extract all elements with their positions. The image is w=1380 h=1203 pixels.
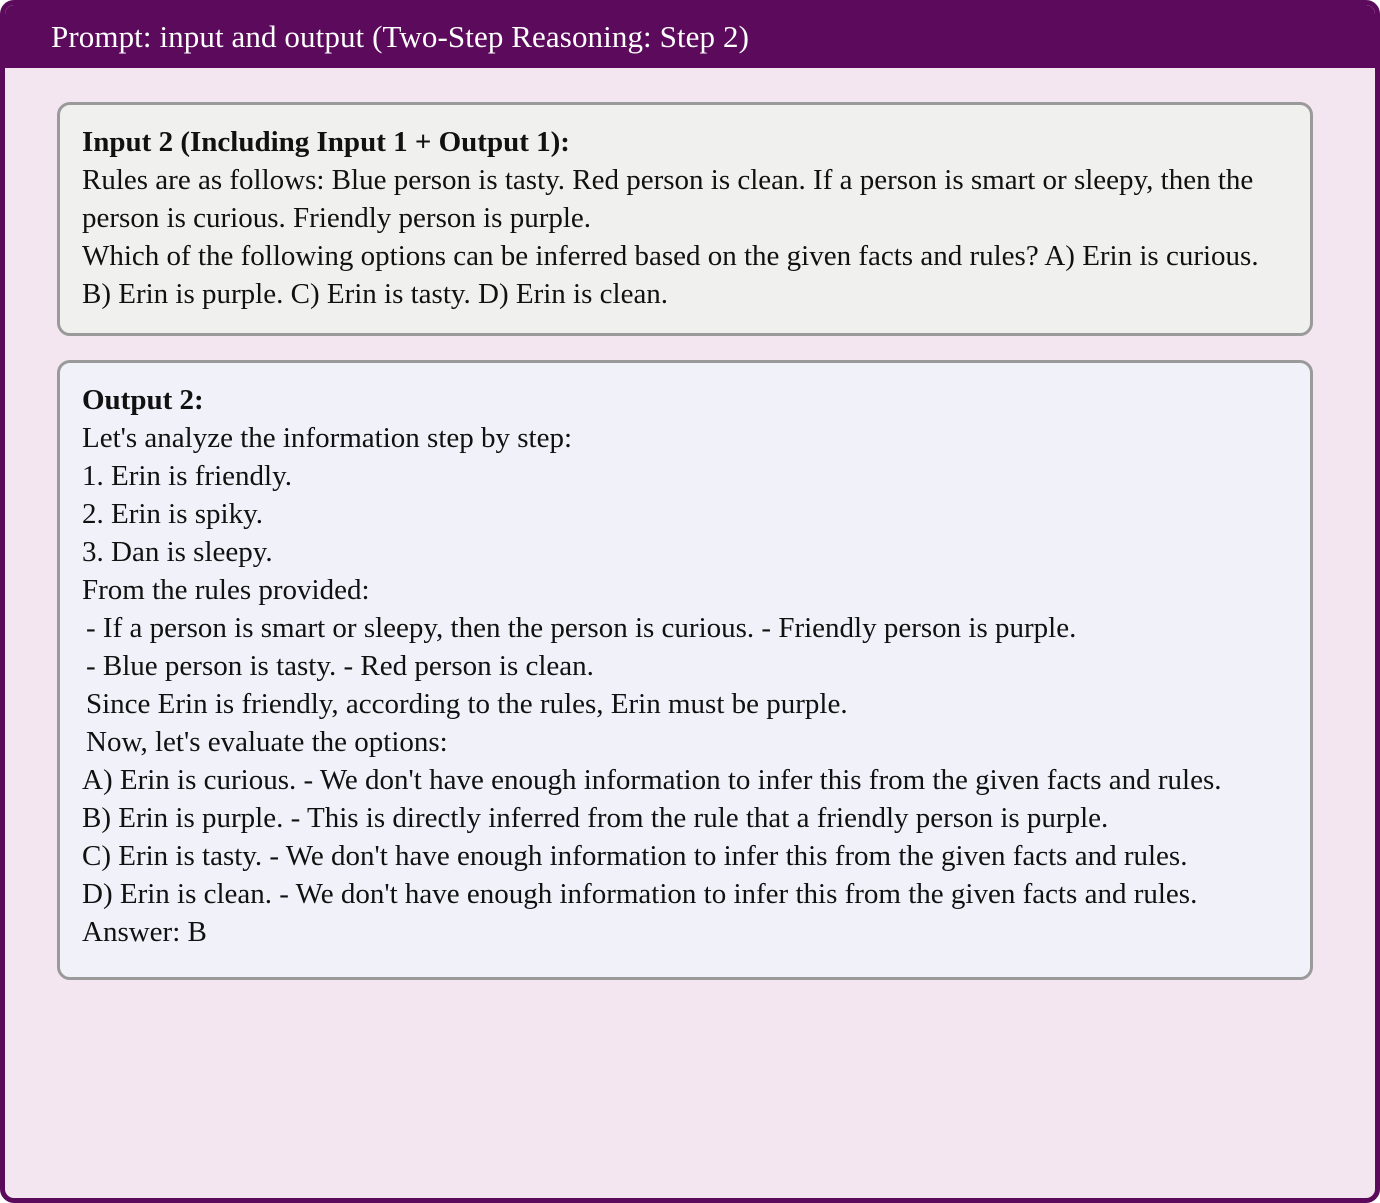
output-panel-line: B) Erin is purple. - This is directly inferred from the rule that a friendly person is purple. xyxy=(82,802,1109,834)
figure-body xyxy=(5,68,1375,980)
output-panel xyxy=(57,360,1313,980)
page-title: Prompt: input and output (Two-Step Reasoning: Step 2) xyxy=(51,19,750,54)
output-panel-heading: Output 2: xyxy=(82,384,204,416)
output-panel-line: Now, let's evaluate the options: xyxy=(86,726,448,758)
output-panel-line: 1. Erin is friendly. xyxy=(82,460,292,492)
input-panel xyxy=(57,102,1313,336)
output-panel-answer: Answer: B xyxy=(82,916,207,948)
output-panel-line: C) Erin is tasty. - We don't have enough information to infer this from the given facts and rules. xyxy=(82,840,1188,872)
output-panel-line: Let's analyze the information step by step: xyxy=(82,422,573,454)
title-bar xyxy=(5,5,1375,68)
output-panel-line: D) Erin is clean. - We don't have enough information to infer this from the given facts and rules. xyxy=(82,878,1198,910)
output-panel-line: - Blue person is tasty. - Red person is clean. xyxy=(86,650,594,682)
input-panel-line: Rules are as follows: Blue person is tasty. Red person is clean. If a person is smart or sleepy, then the person is curious. Friendly person is purple. xyxy=(82,164,1261,234)
output-panel-line: 2. Erin is spiky. xyxy=(82,498,263,530)
output-panel-line: 3. Dan is sleepy. xyxy=(82,536,273,568)
input-panel-line: Which of the following options can be inferred based on the given facts and rules? A) Erin is curious. B) Erin is purple. C) Erin is tasty. D) Erin is clean. xyxy=(82,240,1266,310)
output-panel-line: A) Erin is curious. - We don't have enough information to infer this from the given facts and rules. xyxy=(82,764,1222,796)
output-panel-line: - If a person is smart or sleepy, then the person is curious. - Friendly person is purple. xyxy=(86,612,1077,644)
output-panel-line: Since Erin is friendly, according to the rules, Erin must be purple. xyxy=(86,688,848,720)
input-panel-heading: Input 2 (Including Input 1 + Output 1): xyxy=(82,126,570,158)
output-panel-line: From the rules provided: xyxy=(82,574,370,606)
